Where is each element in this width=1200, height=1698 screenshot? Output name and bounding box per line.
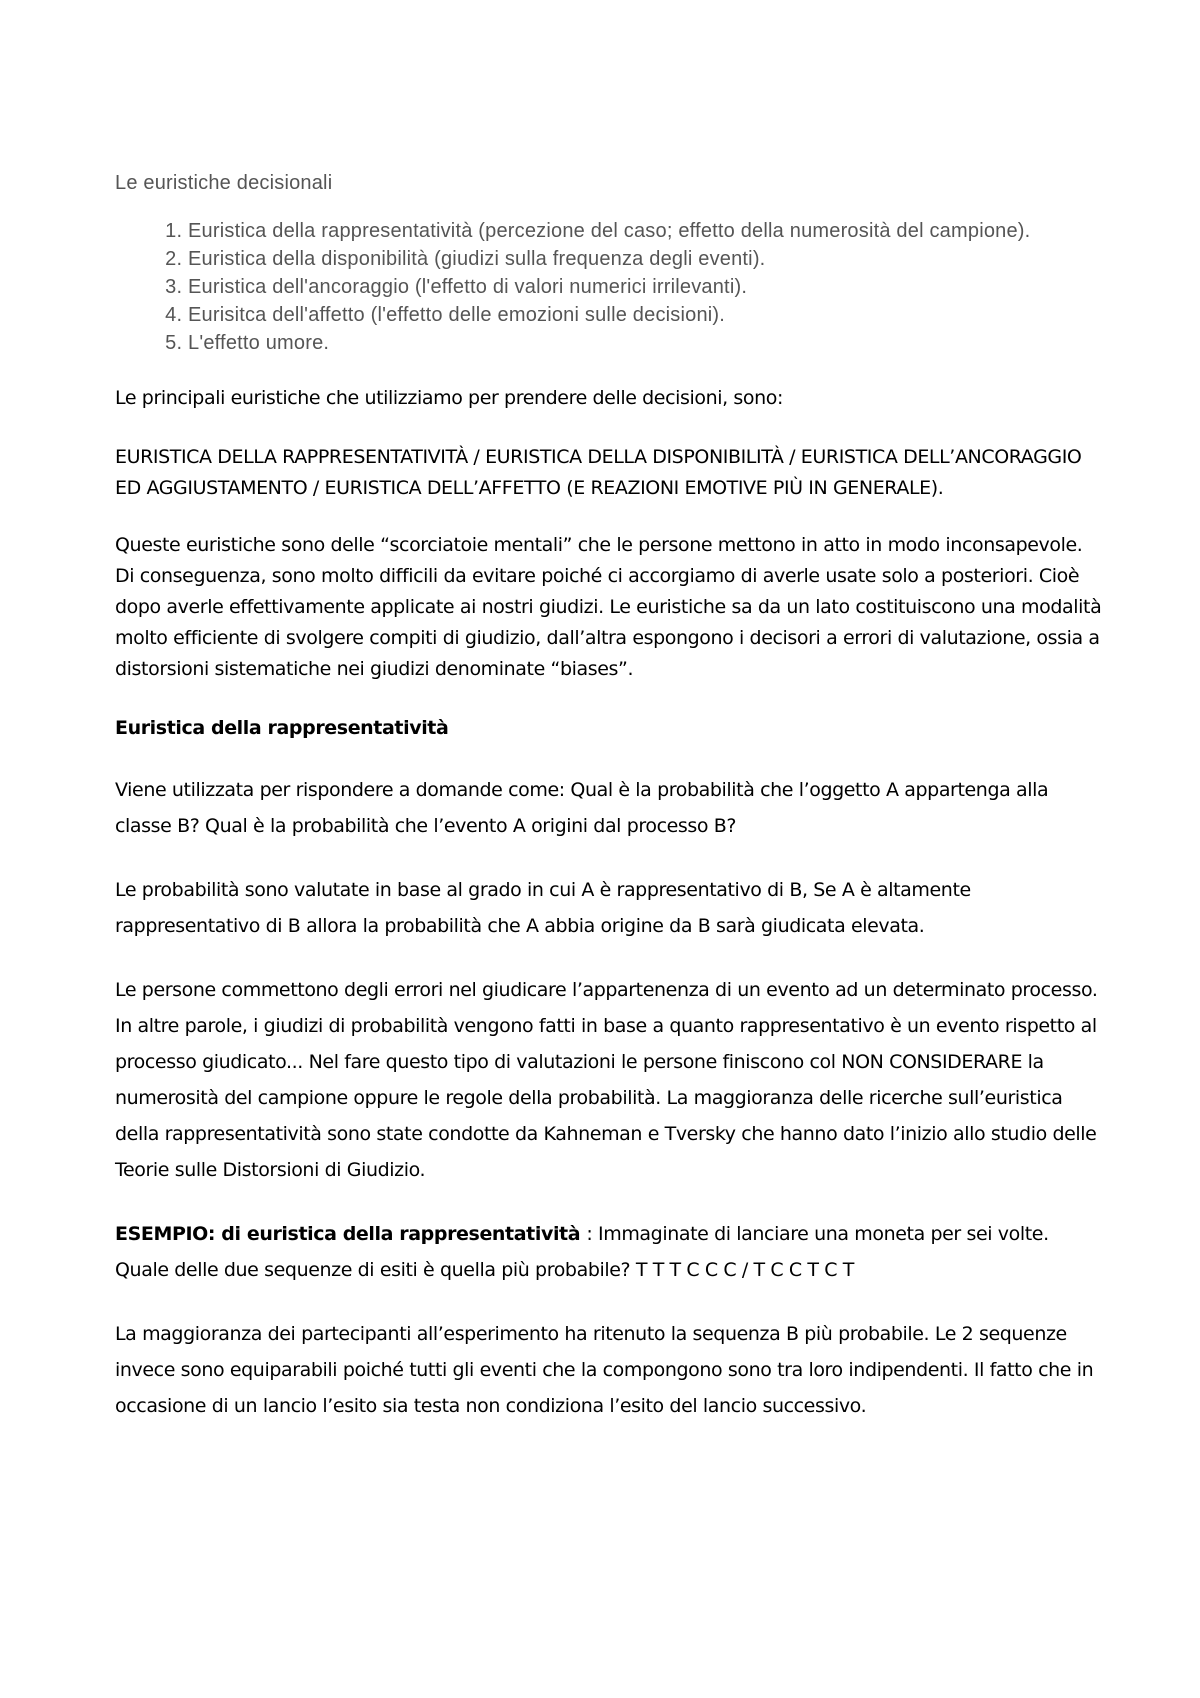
- outline-item-anchoring: 3. Euristica dell'ancoraggio (l'effetto di valori numerici irrilevanti).: [188, 273, 1105, 301]
- intro-paragraph: Le principali euristiche che utilizziamo per prendere delle decisioni, sono:: [115, 387, 784, 409]
- shortcuts-paragraph: Queste euristiche sono delle “scorciatoie mentali” che le persone mettono in atto in modo inconsapevole. Di conseguenza, sono molto difficili da evitare poiché ci accorgiamo di averle usate solo a posteriori. Cioè dopo averle effettivamente applicate ai nostri giudizi. Le euristiche sa da un lato costituiscono una modalità molto efficiente di svolgere compiti di giudizio, dall’altra espongono i decisori a errori di valutazione, ossia a distorsioni sistematiche nei giudizi denominate “biases”.: [115, 534, 1102, 680]
- heuristics-outline-list: [115, 217, 1105, 357]
- result-paragraph: La maggioranza dei partecipanti all’esperimento ha ritenuto la sequenza B più probabile. Le 2 sequenze invece sono equiparabili poiché tutti gli eventi che la compongono sono tra loro indipendenti. Il fatto che in occasione di un lancio l’esito sia testa non condiziona l’esito del lancio successivo.: [115, 1323, 1094, 1417]
- outline-item-representativeness: 1. Euristica della rappresentatività (percezione del caso; effetto della numerosità del campione).: [188, 217, 1105, 245]
- section-heading-representativeness: Euristica della rappresentatività: [115, 717, 449, 739]
- heuristics-caps-paragraph: EURISTICA DELLA RAPPRESENTATIVITÀ / EURISTICA DELLA DISPONIBILITÀ / EURISTICA DELL’ANCORAGGIO ED AGGIUSTAMENTO / EURISTICA DELL’AFFETTO (E REAZIONI EMOTIVE PIÙ IN GENERALE).: [115, 446, 1082, 499]
- outline-item-affect: 4. Eurisitca dell'affetto (l'effetto delle emozioni sulle decisioni).: [188, 301, 1105, 329]
- document-title: Le euristiche decisionali: [115, 172, 333, 194]
- example-paragraph: [115, 1216, 1105, 1288]
- usage-paragraph: Viene utilizzata per rispondere a domande come: Qual è la probabilità che l’oggetto A appartenga alla classe B? Qual è la probabilità che l’evento A origini dal processo B?: [115, 779, 1049, 837]
- example-label: ESEMPIO: di euristica della rappresentatività: [115, 1223, 587, 1245]
- document-page: [115, 172, 1105, 1424]
- example-text: : Immaginate di lanciare una moneta per sei volte. Quale delle due sequenze di esiti è quella più probabile? T T T C C C / T C C T C T: [115, 1223, 1049, 1281]
- probability-paragraph: Le probabilità sono valutate in base al grado in cui A è rappresentativo di B, Se A è altamente rappresentativo di B allora la probabilità che A abbia origine da B sarà giudicata elevata.: [115, 879, 971, 937]
- outline-item-availability: 2. Euristica della disponibilità (giudizi sulla frequenza degli eventi).: [188, 245, 1105, 273]
- outline-item-mood: 5. L'effetto umore.: [188, 329, 1105, 357]
- errors-paragraph: Le persone commettono degli errori nel giudicare l’appartenenza di un evento ad un determinato processo. In altre parole, i giudizi di probabilità vengono fatti in base a quanto rappresentativo è un evento rispetto al processo giudicato... Nel fare questo tipo di valutazioni le persone finiscono col NON CONSIDERARE la numerosità del campione oppure le regole della probabilità. La maggioranza delle ricerche sull’euristica della rappresentatività sono state condotte da Kahneman e Tversky che hanno dato l’inizio allo studio delle Teorie sulle Distorsioni di Giudizio.: [115, 979, 1098, 1181]
